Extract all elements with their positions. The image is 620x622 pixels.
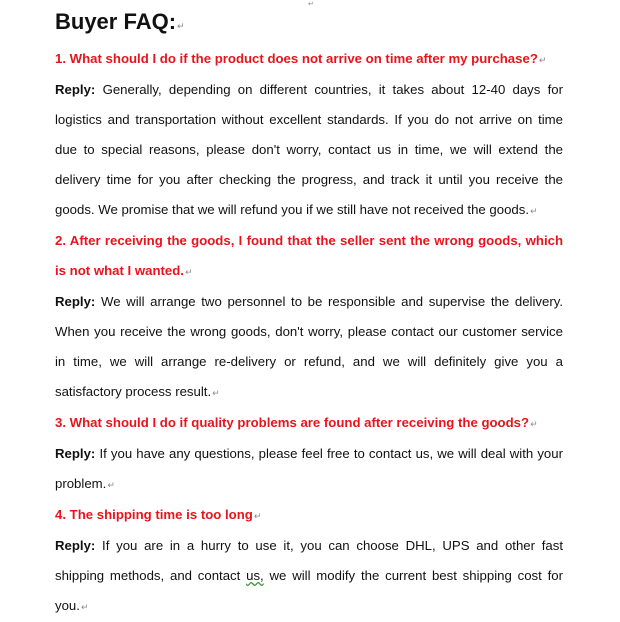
reply-label: Reply: [55,294,96,309]
faq-document [55,8,563,622]
faq-question-3: 3. What should I do if quality problems are found after receiving the goods?↵ [55,415,538,430]
faq-question-1: 1. What should I do if the product does not arrive on time after my purchase?↵ [55,51,547,66]
paragraph-mark: ↵ [538,55,547,65]
paragraph-mark: ↵ [184,267,193,277]
paragraph-mark: ↵ [107,480,115,490]
paragraph-mark: ↵ [212,388,220,398]
reply-label: Reply: [55,82,96,97]
faq-title: Buyer FAQ:↵ [55,9,185,34]
faq-question-2: 2. After receiving the goods, I found that the seller sent the wrong goods, which is not what I wanted.↵ [55,233,563,278]
paragraph-mark: ↵ [80,602,89,612]
paragraph-mark: ↵ [177,21,185,31]
faq-answer-3: Reply: If you have any questions, please feel free to contact us, we will deal with your problem.↵ [55,446,563,491]
faq-answer-2: Reply: We will arrange two personnel to be responsible and supervise the delivery. When you receive the wrong goods, don't worry, please contact our customer service in time, we will arrange re-delivery or refund, and we will definitely give you a satisfactory process result.↵ [55,294,563,399]
reply-label: Reply: [55,538,96,553]
paragraph-mark: ↵ [530,419,538,429]
faq-question-4: 4. The shipping time is too long↵ [55,507,262,522]
paragraph-mark: ↵ [530,206,538,216]
reply-label: Reply: [55,446,96,461]
paragraph-mark: ↵ [308,1,314,8]
paragraph-mark: ↵ [253,511,262,521]
faq-answer-1: Reply: Generally, depending on different countries, it takes about 12-40 days for logistics and transportation without excellent standards. If you do not arrive on time due to special reasons, please don't worry, contact us in time, we will extend the delivery time for you after checking the progress, and track it until you receive the goods. We promise that we will refund you if we still have not received the goods.↵ [55,82,563,217]
spellcheck-underlined-text: us, [246,568,264,583]
faq-answer-4: Reply: If you are in a hurry to use it, you can choose DHL, UPS and other fast shipping methods, and contact us, we will modify the current best shipping cost for you.↵ [55,538,563,613]
